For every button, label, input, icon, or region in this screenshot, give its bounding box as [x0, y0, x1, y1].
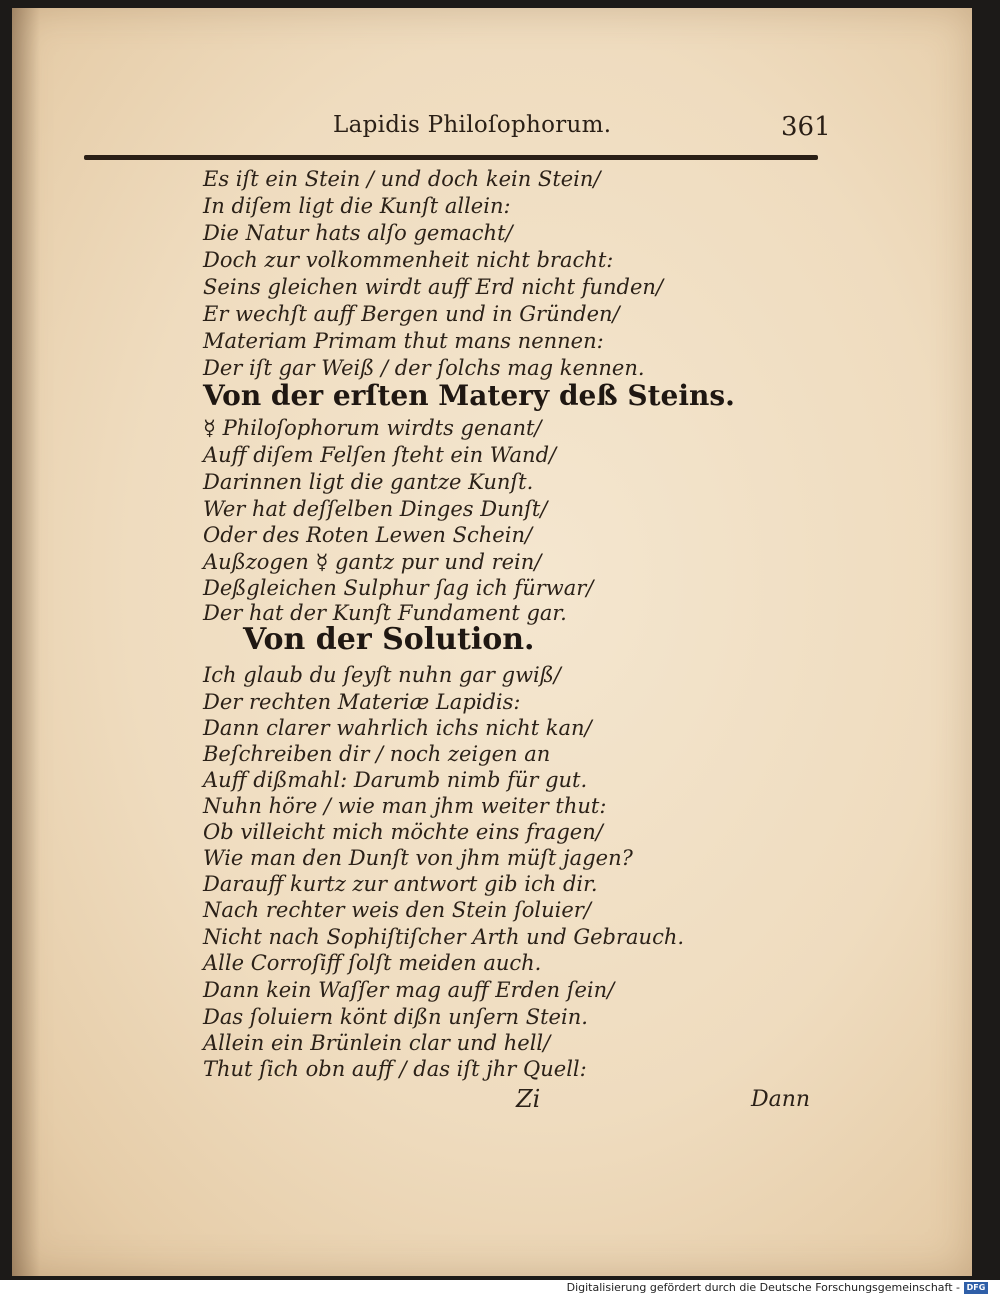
text-line: Das ſoluiern könt dißn unſern Stein. [203, 1005, 588, 1029]
text-line: Allein ein Brünlein clar und hell/ [203, 1031, 551, 1055]
text-line: Der iſt gar Weiß / der ſolchs mag kennen. [203, 356, 645, 380]
text-line: Thut ſich obn auff / das iſt jhr Quell: [203, 1057, 587, 1081]
text-line: Es iſt ein Stein / und doch kein Stein/ [203, 167, 601, 191]
text-line: Nach rechter weis den Stein ſoluier/ [203, 898, 591, 922]
section-heading: Von der erſten Matery deß Steins. [203, 379, 735, 412]
text-line: Die Natur hats alſo gemacht/ [203, 221, 513, 245]
running-title: Lapidis Philoſophorum. [333, 112, 612, 138]
text-line: ☿ Philoſophorum wirdts genant/ [203, 416, 542, 440]
text-line: Wie man den Dunſt von jhm müſt jagen? [203, 846, 633, 870]
text-line: Doch zur volkommenheit nicht bracht: [203, 248, 614, 272]
text-line: Der hat der Kunſt Fundament gar. [203, 601, 567, 625]
header-rule [84, 155, 818, 160]
text-line: Auff diſem Felſen ſteht ein Wand/ [203, 443, 557, 467]
text-line: Wer hat deſſelben Dinges Dunſt/ [203, 497, 548, 521]
text-line: Darinnen ligt die gantze Kunſt. [203, 470, 534, 494]
footer-credit: Digitalisierung gefördert durch die Deutsche Forschungsgemeinschaft - [566, 1281, 960, 1294]
text-line: Ob villeicht mich möchte eins fragen/ [203, 820, 603, 844]
text-line: Dann clarer wahrlich ichs nicht kan/ [203, 716, 592, 740]
text-line: Außzogen ☿ gantz pur und rein/ [203, 550, 542, 574]
text-line: Ich glaub du ſeyſt nuhn gar gwiß/ [203, 663, 561, 687]
signature-mark: Zi [516, 1085, 541, 1113]
text-line: Beſchreiben dir / noch zeigen an [203, 742, 551, 766]
text-line: Alle Corroſiff ſolſt meiden auch. [203, 951, 542, 975]
text-line: Nuhn höre / wie man jhm weiter thut: [203, 794, 607, 818]
text-line: Darauff kurtz zur antwort gib ich dir. [203, 872, 598, 896]
binding-shadow [12, 8, 40, 1276]
text-line: Auff dißmahl: Darumb nimb für gut. [203, 768, 588, 792]
text-line: In diſem ligt die Kunſt allein: [203, 194, 511, 218]
text-line: Oder des Roten Lewen Schein/ [203, 523, 533, 547]
dfg-logo-icon: DFG [964, 1282, 988, 1294]
section-heading: Von der Solution. [243, 622, 535, 657]
text-line: Er wechſt auff Bergen und in Gründen/ [203, 302, 620, 326]
text-line: Dann kein Waſſer mag auff Erden ſein/ [203, 978, 615, 1002]
text-line: Deßgleichen Sulphur ſag ich fürwar/ [203, 576, 594, 600]
catchword: Dann [751, 1087, 811, 1112]
text-line: Materiam Primam thut mans nennen: [203, 329, 604, 353]
text-line: Der rechten Materiæ Lapidis: [203, 690, 521, 714]
text-line: Seins gleichen wirdt auff Erd nicht funden/ [203, 275, 664, 299]
text-line: Nicht nach Sophiſtiſcher Arth und Gebrauch. [203, 925, 685, 949]
page-number: 361 [781, 112, 831, 142]
